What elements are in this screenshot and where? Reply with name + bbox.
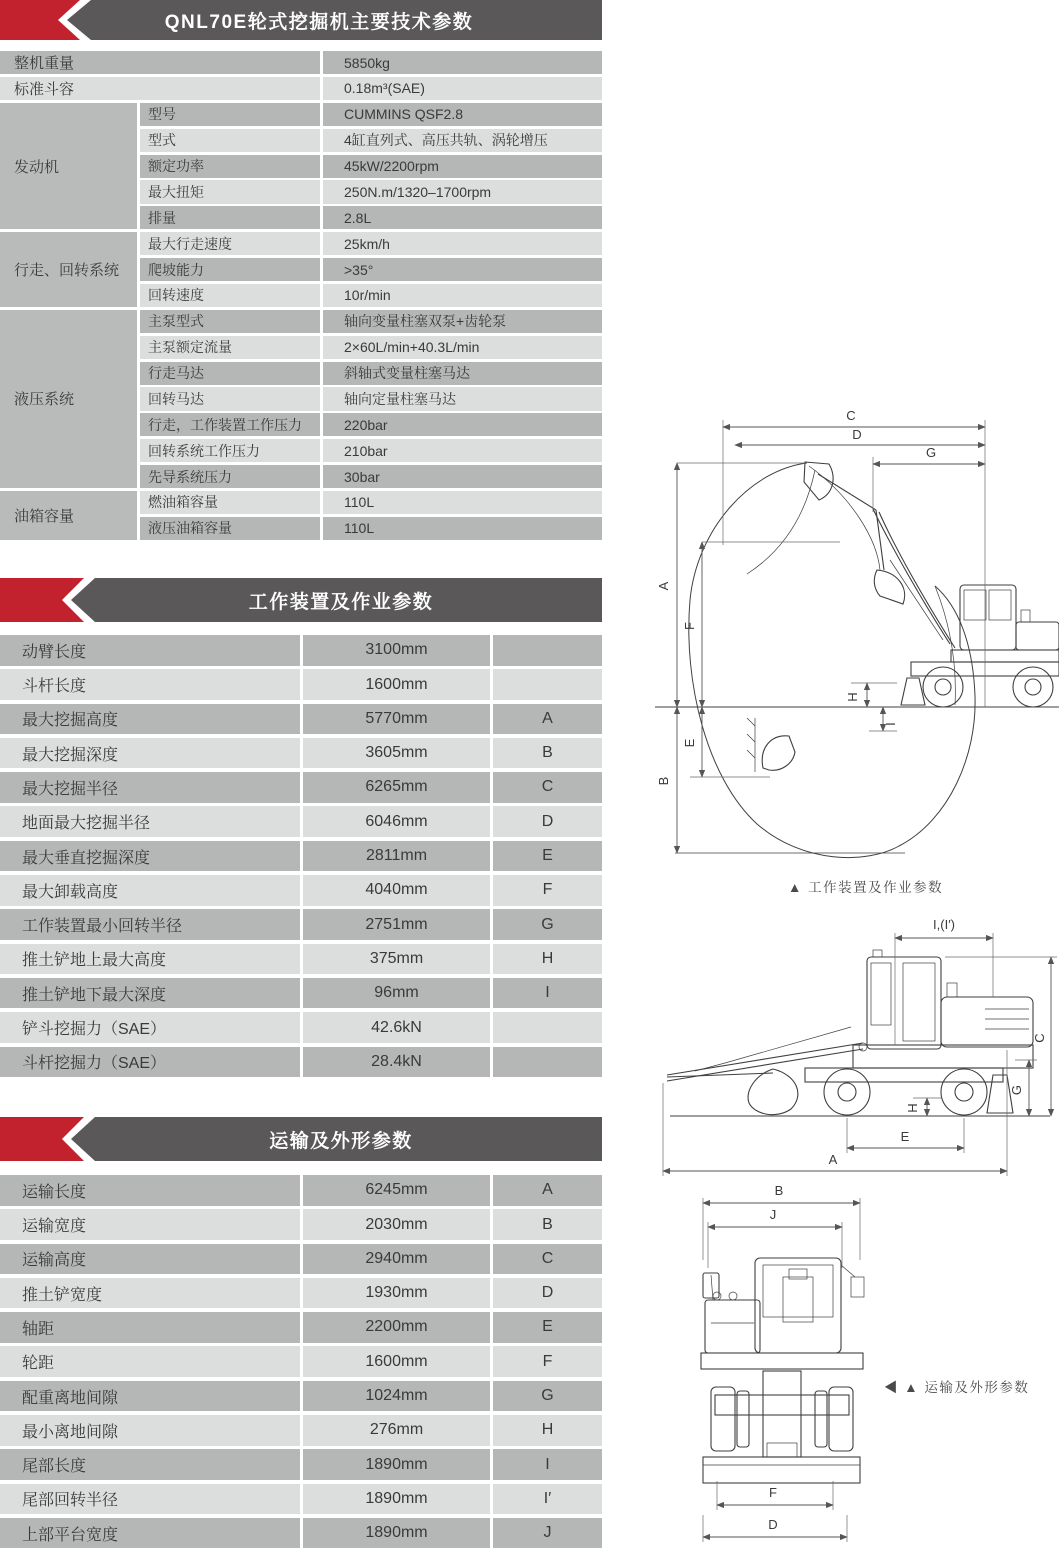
working-envelope	[689, 463, 975, 858]
dim-letter: A	[493, 704, 602, 735]
dim-label-E: E	[900, 1129, 910, 1144]
dim-letter: H	[493, 1415, 602, 1446]
spec-value: 6265mm	[303, 772, 490, 803]
spec-value: 3605mm	[303, 738, 490, 769]
spec-label: 推土铲地上最大高度	[0, 944, 300, 975]
dim-letter: G	[493, 1381, 602, 1412]
spec-label: 排量	[140, 206, 320, 229]
spec-label: 轴距	[0, 1312, 300, 1343]
spec-label: 上部平台宽度	[0, 1518, 300, 1549]
spec-label: 行走马达	[140, 362, 320, 385]
spec-value: 30bar	[323, 465, 602, 488]
dim-label-A: A	[656, 581, 671, 591]
dim-letter: J	[493, 1518, 602, 1549]
spec-label: 最大挖掘深度	[0, 738, 300, 769]
spec-label: 先导系统压力	[140, 465, 320, 488]
spec-value: 轴向定量柱塞马达	[323, 387, 602, 410]
spec-label: 最大挖掘半径	[0, 772, 300, 803]
spec-value: 10r/min	[323, 284, 602, 307]
dim-label-F: F	[769, 1485, 777, 1500]
spec-value: CUMMINS QSF2.8	[323, 103, 602, 126]
dim-label-I: I	[883, 722, 898, 726]
spec-group-label: 液压系统	[0, 310, 137, 488]
spec-value: 6245mm	[303, 1175, 490, 1206]
dozer-blade	[703, 1443, 860, 1483]
spec-label: 燃油箱容量	[140, 491, 320, 514]
engine-hood	[941, 983, 1033, 1047]
dim-label-H: H	[905, 1103, 920, 1113]
boom-arm-bucket	[804, 462, 955, 648]
dim-letter: F	[493, 875, 602, 906]
spec-label: 回转速度	[140, 284, 320, 307]
spec-value: 45kW/2200rpm	[323, 155, 602, 178]
spec-value: 2.8L	[323, 206, 602, 229]
spec-value: 轴向变量柱塞双泵+齿轮泵	[323, 310, 602, 333]
spec-value: 210bar	[323, 439, 602, 462]
spec-value: 2200mm	[303, 1312, 490, 1343]
spec-value: 96mm	[303, 978, 490, 1009]
spec-label: 最大挖掘高度	[0, 704, 300, 735]
spec-label: 地面最大挖掘半径	[0, 806, 300, 837]
dim-letter: I′	[493, 1484, 602, 1515]
undercarriage	[711, 1371, 853, 1457]
spec-label: 最大行走速度	[140, 232, 320, 255]
engine-tank-unit	[705, 1292, 760, 1353]
dim-letter: D	[493, 1278, 602, 1309]
cab	[867, 950, 941, 1049]
dim-label-H: H	[845, 692, 860, 702]
spec-label: 最小离地间隙	[0, 1415, 300, 1446]
dim-label-J: J	[769, 1207, 777, 1222]
diagram-caption-transport: ◀ ▲ 运输及外形参数	[884, 1380, 1030, 1395]
dim-label-tail: I,(I′)	[933, 917, 955, 932]
spec-value: >35°	[323, 258, 602, 281]
dimension-lines	[703, 1183, 860, 1542]
spec-label: 运输高度	[0, 1244, 300, 1275]
dim-label-A: A	[828, 1152, 838, 1167]
spec-value: 25km/h	[323, 232, 602, 255]
spec-label: 最大垂直挖掘深度	[0, 841, 300, 872]
transport-params-table	[0, 1175, 602, 1548]
spec-value: 250N.m/1320–1700rpm	[323, 180, 602, 203]
spec-value: 110L	[323, 517, 602, 540]
section-banner-main-specs	[0, 0, 602, 40]
spec-value: 5770mm	[303, 704, 490, 735]
dim-letter: B	[493, 738, 602, 769]
spec-label: 爬坡能力	[140, 258, 320, 281]
cab	[755, 1258, 864, 1353]
dim-letter: G	[493, 909, 602, 940]
spec-label: 轮距	[0, 1346, 300, 1377]
dim-letter: C	[493, 772, 602, 803]
transport-side-diagram	[655, 905, 1059, 1190]
dim-letter	[493, 1047, 602, 1078]
dim-letter: C	[493, 1244, 602, 1275]
spec-value: 2×60L/min+40.3L/min	[323, 336, 602, 359]
dim-label-B: B	[656, 776, 671, 786]
spec-label: 主泵型式	[140, 310, 320, 333]
dim-label-F: F	[682, 622, 697, 630]
dim-label-G: G	[1009, 1084, 1024, 1096]
dim-letter: I	[493, 978, 602, 1009]
excavator-side-view	[667, 950, 1033, 1115]
engine-hood	[1016, 610, 1059, 650]
working-params-table	[0, 635, 602, 1077]
dim-label-G: G	[925, 445, 937, 460]
spec-value: 2030mm	[303, 1209, 490, 1240]
dim-label-C: C	[1032, 1033, 1047, 1043]
dim-letter: A	[493, 1175, 602, 1206]
spec-label: 配重离地间隙	[0, 1381, 300, 1412]
spec-label: 运输长度	[0, 1175, 300, 1206]
dozer-blade	[901, 678, 925, 705]
spec-value: 2811mm	[303, 841, 490, 872]
spec-value: 1890mm	[303, 1518, 490, 1549]
spec-value: 1890mm	[303, 1449, 490, 1480]
spec-value: 3100mm	[303, 635, 490, 666]
spec-label: 液压油箱容量	[140, 517, 320, 540]
spec-value: 110L	[323, 491, 602, 514]
spec-label: 型号	[140, 103, 320, 126]
spec-value: 1600mm	[303, 1346, 490, 1377]
spec-label: 运输宽度	[0, 1209, 300, 1240]
spec-label: 回转系统工作压力	[140, 439, 320, 462]
dim-letter: E	[493, 841, 602, 872]
transport-rear-diagram	[655, 1165, 1059, 1553]
spec-group-label: 行走、回转系统	[0, 232, 137, 307]
main-specs-table	[0, 51, 602, 540]
diagram-caption-working: ▲ 工作装置及作业参数	[788, 880, 944, 895]
dim-letter: E	[493, 1312, 602, 1343]
spec-value: 2940mm	[303, 1244, 490, 1275]
spec-value: 0.18m³(SAE)	[323, 77, 602, 100]
spec-value: 28.4kN	[303, 1047, 490, 1078]
spec-value: 42.6kN	[303, 1012, 490, 1043]
dim-letter	[493, 1012, 602, 1043]
ground-line	[655, 707, 1059, 853]
spec-value: 4040mm	[303, 875, 490, 906]
excavator-side-view	[747, 462, 1059, 772]
working-range-diagram	[655, 400, 1059, 878]
spec-value: 斜轴式变量柱塞马达	[323, 362, 602, 385]
spec-value: 276mm	[303, 1415, 490, 1446]
spec-value: 1890mm	[303, 1484, 490, 1515]
cab	[960, 585, 1016, 650]
dim-letter: B	[493, 1209, 602, 1240]
dim-letter: I	[493, 1449, 602, 1480]
dim-letter: H	[493, 944, 602, 975]
section-banner-working-params	[0, 578, 602, 622]
spec-label: 型式	[140, 129, 320, 152]
spec-value: 1024mm	[303, 1381, 490, 1412]
mirror	[703, 1273, 719, 1300]
spec-label: 推土铲宽度	[0, 1278, 300, 1309]
spec-label: 行走，工作装置工作压力	[140, 413, 320, 436]
spec-value: 6046mm	[303, 806, 490, 837]
dim-label-E: E	[682, 738, 697, 748]
spec-group-label: 油箱容量	[0, 491, 137, 540]
spec-value: 220bar	[323, 413, 602, 436]
dim-label-D: D	[852, 427, 862, 442]
spec-label: 尾部长度	[0, 1449, 300, 1480]
bucket-at-wall	[747, 718, 795, 772]
spec-value: 1600mm	[303, 669, 490, 700]
spec-label: 额定功率	[140, 155, 320, 178]
excavator-rear-view	[701, 1258, 864, 1483]
spec-value: 375mm	[303, 944, 490, 975]
spec-value: 2751mm	[303, 909, 490, 940]
spec-label: 尾部回转半径	[0, 1484, 300, 1515]
section-title: QNL70E轮式挖掘机主要技术参数	[164, 11, 474, 33]
spec-label: 铲斗挖掘力（SAE）	[0, 1012, 300, 1043]
dim-letter	[493, 635, 602, 666]
spec-label: 斗杆挖掘力（SAE）	[0, 1047, 300, 1078]
spec-value: 4缸直列式、高压共轨、涡轮增压	[323, 129, 602, 152]
spec-value: 1930mm	[303, 1278, 490, 1309]
dim-letter: D	[493, 806, 602, 837]
section-title: 工作装置及作业参数	[248, 591, 434, 613]
spec-value: 5850kg	[323, 51, 602, 74]
spec-label: 整机重量	[0, 51, 320, 74]
spec-label: 最大扭矩	[140, 180, 320, 203]
dim-letter	[493, 669, 602, 700]
spec-label: 工作装置最小回转半径	[0, 909, 300, 940]
dim-label-B: B	[774, 1183, 784, 1198]
spec-label: 动臂长度	[0, 635, 300, 666]
spec-label: 回转马达	[140, 387, 320, 410]
dim-letter: F	[493, 1346, 602, 1377]
dim-label-D: D	[768, 1517, 778, 1532]
section-banner-transport-params	[0, 1117, 602, 1161]
spec-label: 推土铲地下最大深度	[0, 978, 300, 1009]
section-title: 运输及外形参数	[269, 1130, 413, 1152]
spec-group-label: 发动机	[0, 103, 137, 230]
spec-label: 主泵额定流量	[140, 336, 320, 359]
spec-label: 最大卸载高度	[0, 875, 300, 906]
spec-label: 标准斗容	[0, 77, 320, 100]
dim-label-C: C	[846, 408, 856, 423]
spec-label: 斗杆长度	[0, 669, 300, 700]
